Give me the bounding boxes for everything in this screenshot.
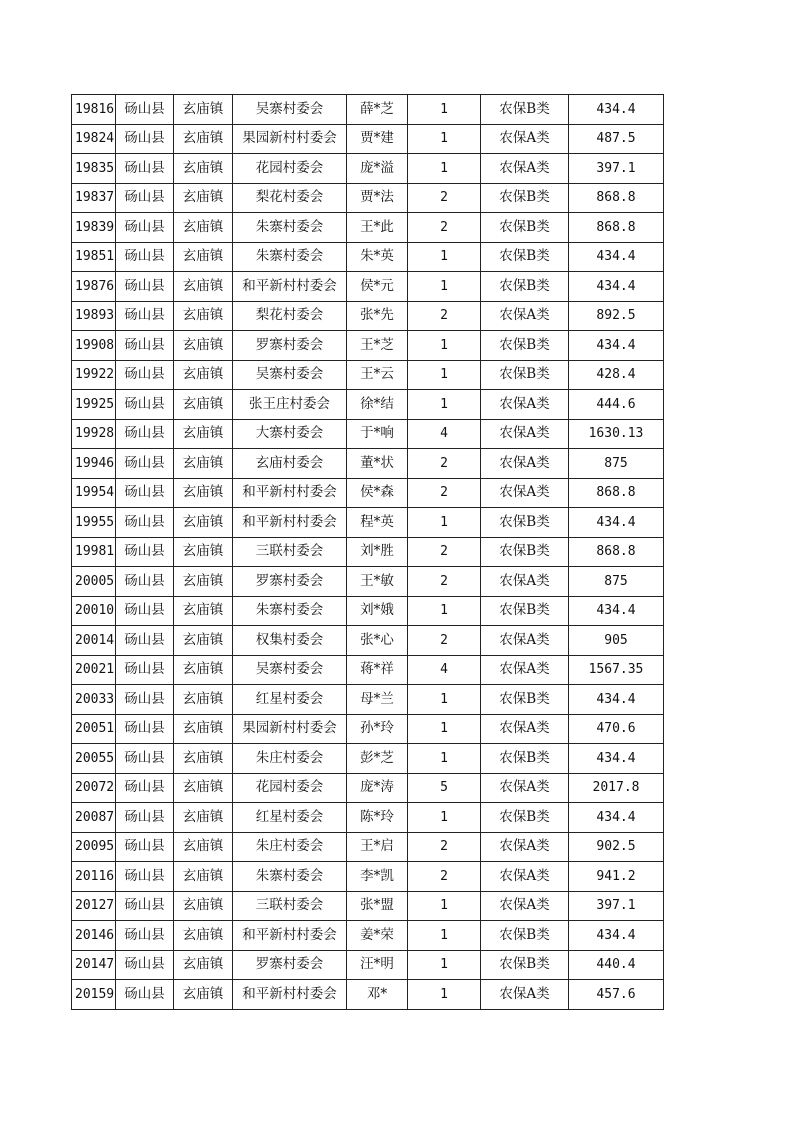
record-id-cell: 19946 [72,449,116,479]
record-id-cell: 20005 [72,567,116,597]
town-cell: 玄庙镇 [174,950,233,980]
insurance-type-cell: 农保A类 [481,124,569,154]
village-cell: 花园村委会 [233,154,347,184]
village-cell: 和平新村村委会 [233,272,347,302]
amount-cell: 434.4 [569,242,664,272]
amount-cell: 434.4 [569,95,664,125]
town-cell: 玄庙镇 [174,626,233,656]
amount-cell: 444.6 [569,390,664,420]
amount-cell: 434.4 [569,331,664,361]
amount-cell: 434.4 [569,272,664,302]
village-cell: 梨花村委会 [233,183,347,213]
table-row [72,154,664,184]
record-id-cell: 20095 [72,832,116,862]
record-id-cell: 19837 [72,183,116,213]
record-id-cell: 20072 [72,773,116,803]
table-row [72,980,664,1010]
record-id-cell: 20051 [72,714,116,744]
person-name-cell: 张*先 [347,301,408,331]
amount-cell: 434.4 [569,685,664,715]
record-id-cell: 20014 [72,626,116,656]
table-row [72,419,664,449]
household-count-cell: 1 [408,242,481,272]
county-cell: 砀山县 [116,685,174,715]
county-cell: 砀山县 [116,921,174,951]
county-cell: 砀山县 [116,419,174,449]
household-count-cell: 4 [408,655,481,685]
person-name-cell: 张*心 [347,626,408,656]
person-name-cell: 庞*涛 [347,773,408,803]
amount-cell: 875 [569,449,664,479]
person-name-cell: 邓* [347,980,408,1010]
household-count-cell: 1 [408,272,481,302]
table-row [72,449,664,479]
county-cell: 砀山县 [116,124,174,154]
amount-cell: 1567.35 [569,655,664,685]
insurance-type-cell: 农保B类 [481,213,569,243]
record-id-cell: 19893 [72,301,116,331]
village-cell: 吴寨村委会 [233,95,347,125]
person-name-cell: 王*芝 [347,331,408,361]
person-name-cell: 姜*荣 [347,921,408,951]
insurance-type-cell: 农保B类 [481,537,569,567]
village-cell: 大寨村委会 [233,419,347,449]
person-name-cell: 徐*结 [347,390,408,420]
county-cell: 砀山县 [116,832,174,862]
record-id-cell: 19954 [72,478,116,508]
household-count-cell: 2 [408,449,481,479]
county-cell: 砀山县 [116,183,174,213]
insurance-type-cell: 农保B类 [481,596,569,626]
insurance-type-cell: 农保A类 [481,714,569,744]
town-cell: 玄庙镇 [174,773,233,803]
household-count-cell: 2 [408,478,481,508]
household-count-cell: 2 [408,301,481,331]
table-row [72,655,664,685]
town-cell: 玄庙镇 [174,95,233,125]
table-row [72,596,664,626]
town-cell: 玄庙镇 [174,714,233,744]
insurance-type-cell: 农保B类 [481,360,569,390]
county-cell: 砀山县 [116,980,174,1010]
household-count-cell: 1 [408,950,481,980]
town-cell: 玄庙镇 [174,862,233,892]
record-id-cell: 19835 [72,154,116,184]
amount-cell: 1630.13 [569,419,664,449]
insurance-type-cell: 农保B类 [481,950,569,980]
amount-cell: 875 [569,567,664,597]
table-row [72,832,664,862]
table-row [72,213,664,243]
county-cell: 砀山县 [116,596,174,626]
person-name-cell: 王*敏 [347,567,408,597]
village-cell: 和平新村村委会 [233,508,347,538]
person-name-cell: 彭*芝 [347,744,408,774]
person-name-cell: 刘*胜 [347,537,408,567]
village-cell: 张王庄村委会 [233,390,347,420]
insurance-type-cell: 农保B类 [481,331,569,361]
county-cell: 砀山县 [116,626,174,656]
table-row [72,360,664,390]
town-cell: 玄庙镇 [174,567,233,597]
table-row [72,950,664,980]
amount-cell: 941.2 [569,862,664,892]
records-body [72,95,664,1010]
household-count-cell: 1 [408,714,481,744]
town-cell: 玄庙镇 [174,921,233,951]
insurance-type-cell: 农保A类 [481,390,569,420]
person-name-cell: 蒋*祥 [347,655,408,685]
county-cell: 砀山县 [116,301,174,331]
insurance-type-cell: 农保B类 [481,242,569,272]
village-cell: 和平新村村委会 [233,921,347,951]
household-count-cell: 1 [408,980,481,1010]
record-id-cell: 19925 [72,390,116,420]
person-name-cell: 薛*芝 [347,95,408,125]
town-cell: 玄庙镇 [174,478,233,508]
household-count-cell: 1 [408,921,481,951]
town-cell: 玄庙镇 [174,803,233,833]
county-cell: 砀山县 [116,272,174,302]
village-cell: 权集村委会 [233,626,347,656]
amount-cell: 397.1 [569,891,664,921]
amount-cell: 434.4 [569,508,664,538]
county-cell: 砀山县 [116,891,174,921]
household-count-cell: 1 [408,390,481,420]
record-id-cell: 20010 [72,596,116,626]
insurance-type-cell: 农保A类 [481,478,569,508]
table-row [72,390,664,420]
county-cell: 砀山县 [116,154,174,184]
insurance-type-cell: 农保B类 [481,744,569,774]
county-cell: 砀山县 [116,714,174,744]
amount-cell: 868.8 [569,183,664,213]
record-id-cell: 19824 [72,124,116,154]
county-cell: 砀山县 [116,862,174,892]
town-cell: 玄庙镇 [174,419,233,449]
record-id-cell: 20127 [72,891,116,921]
village-cell: 果园新村村委会 [233,714,347,744]
town-cell: 玄庙镇 [174,508,233,538]
amount-cell: 902.5 [569,832,664,862]
person-name-cell: 汪*明 [347,950,408,980]
amount-cell: 434.4 [569,803,664,833]
person-name-cell: 刘*娥 [347,596,408,626]
county-cell: 砀山县 [116,242,174,272]
county-cell: 砀山县 [116,655,174,685]
insurance-type-cell: 农保A类 [481,980,569,1010]
town-cell: 玄庙镇 [174,596,233,626]
table-row [72,508,664,538]
county-cell: 砀山县 [116,744,174,774]
insurance-type-cell: 农保A类 [481,862,569,892]
town-cell: 玄庙镇 [174,685,233,715]
insurance-type-cell: 农保A类 [481,154,569,184]
household-count-cell: 2 [408,537,481,567]
village-cell: 果园新村村委会 [233,124,347,154]
county-cell: 砀山县 [116,537,174,567]
table-row [72,183,664,213]
amount-cell: 434.4 [569,744,664,774]
record-id-cell: 20159 [72,980,116,1010]
person-name-cell: 张*盟 [347,891,408,921]
household-count-cell: 1 [408,891,481,921]
village-cell: 朱寨村委会 [233,862,347,892]
county-cell: 砀山县 [116,213,174,243]
village-cell: 罗寨村委会 [233,567,347,597]
insurance-type-cell: 农保A类 [481,655,569,685]
insurance-type-cell: 农保B类 [481,183,569,213]
village-cell: 梨花村委会 [233,301,347,331]
household-count-cell: 1 [408,596,481,626]
household-count-cell: 2 [408,213,481,243]
records-table [71,94,664,1010]
table-row [72,921,664,951]
household-count-cell: 1 [408,124,481,154]
person-name-cell: 董*状 [347,449,408,479]
record-id-cell: 19839 [72,213,116,243]
amount-cell: 457.6 [569,980,664,1010]
amount-cell: 440.4 [569,950,664,980]
town-cell: 玄庙镇 [174,537,233,567]
table-row [72,272,664,302]
insurance-type-cell: 农保A类 [481,891,569,921]
village-cell: 朱寨村委会 [233,242,347,272]
town-cell: 玄庙镇 [174,124,233,154]
person-name-cell: 王*云 [347,360,408,390]
village-cell: 红星村委会 [233,685,347,715]
household-count-cell: 2 [408,183,481,213]
table-row [72,803,664,833]
insurance-type-cell: 农保B类 [481,685,569,715]
county-cell: 砀山县 [116,449,174,479]
table-row [72,773,664,803]
household-count-cell: 5 [408,773,481,803]
person-name-cell: 母*兰 [347,685,408,715]
county-cell: 砀山县 [116,950,174,980]
village-cell: 朱庄村委会 [233,832,347,862]
town-cell: 玄庙镇 [174,242,233,272]
person-name-cell: 王*启 [347,832,408,862]
household-count-cell: 1 [408,508,481,538]
insurance-type-cell: 农保A类 [481,626,569,656]
village-cell: 朱寨村委会 [233,213,347,243]
village-cell: 朱寨村委会 [233,596,347,626]
county-cell: 砀山县 [116,567,174,597]
person-name-cell: 贾*建 [347,124,408,154]
record-id-cell: 19928 [72,419,116,449]
record-id-cell: 20147 [72,950,116,980]
village-cell: 红星村委会 [233,803,347,833]
person-name-cell: 侯*元 [347,272,408,302]
household-count-cell: 1 [408,360,481,390]
household-count-cell: 1 [408,95,481,125]
household-count-cell: 2 [408,862,481,892]
county-cell: 砀山县 [116,390,174,420]
household-count-cell: 2 [408,567,481,597]
village-cell: 三联村委会 [233,891,347,921]
record-id-cell: 19816 [72,95,116,125]
county-cell: 砀山县 [116,360,174,390]
record-id-cell: 19851 [72,242,116,272]
person-name-cell: 侯*森 [347,478,408,508]
record-id-cell: 19955 [72,508,116,538]
insurance-type-cell: 农保A类 [481,449,569,479]
village-cell: 吴寨村委会 [233,655,347,685]
person-name-cell: 朱*英 [347,242,408,272]
household-count-cell: 2 [408,626,481,656]
amount-cell: 470.6 [569,714,664,744]
table-row [72,124,664,154]
village-cell: 罗寨村委会 [233,950,347,980]
person-name-cell: 庞*溢 [347,154,408,184]
record-id-cell: 19922 [72,360,116,390]
record-id-cell: 19908 [72,331,116,361]
amount-cell: 868.8 [569,478,664,508]
county-cell: 砀山县 [116,478,174,508]
amount-cell: 2017.8 [569,773,664,803]
village-cell: 玄庙村委会 [233,449,347,479]
household-count-cell: 1 [408,744,481,774]
amount-cell: 397.1 [569,154,664,184]
town-cell: 玄庙镇 [174,213,233,243]
amount-cell: 868.8 [569,213,664,243]
town-cell: 玄庙镇 [174,891,233,921]
person-name-cell: 李*凯 [347,862,408,892]
insurance-type-cell: 农保B类 [481,95,569,125]
person-name-cell: 于*响 [347,419,408,449]
table-row [72,537,664,567]
village-cell: 和平新村村委会 [233,980,347,1010]
record-id-cell: 20116 [72,862,116,892]
town-cell: 玄庙镇 [174,390,233,420]
table-row [72,478,664,508]
table-row [72,685,664,715]
person-name-cell: 孙*玲 [347,714,408,744]
county-cell: 砀山县 [116,508,174,538]
county-cell: 砀山县 [116,803,174,833]
record-id-cell: 20146 [72,921,116,951]
table-row [72,301,664,331]
record-id-cell: 20033 [72,685,116,715]
town-cell: 玄庙镇 [174,272,233,302]
insurance-type-cell: 农保A类 [481,832,569,862]
household-count-cell: 1 [408,685,481,715]
amount-cell: 428.4 [569,360,664,390]
household-count-cell: 4 [408,419,481,449]
village-cell: 朱庄村委会 [233,744,347,774]
table-row [72,862,664,892]
record-id-cell: 20087 [72,803,116,833]
table-row [72,242,664,272]
town-cell: 玄庙镇 [174,655,233,685]
town-cell: 玄庙镇 [174,183,233,213]
table-row [72,714,664,744]
insurance-type-cell: 农保B类 [481,272,569,302]
amount-cell: 434.4 [569,921,664,951]
town-cell: 玄庙镇 [174,744,233,774]
insurance-type-cell: 农保B类 [481,921,569,951]
table-row [72,567,664,597]
table-row [72,626,664,656]
table-row [72,891,664,921]
insurance-type-cell: 农保B类 [481,803,569,833]
town-cell: 玄庙镇 [174,449,233,479]
insurance-type-cell: 农保B类 [481,508,569,538]
town-cell: 玄庙镇 [174,360,233,390]
amount-cell: 905 [569,626,664,656]
town-cell: 玄庙镇 [174,301,233,331]
town-cell: 玄庙镇 [174,154,233,184]
county-cell: 砀山县 [116,95,174,125]
village-cell: 罗寨村委会 [233,331,347,361]
town-cell: 玄庙镇 [174,832,233,862]
village-cell: 和平新村村委会 [233,478,347,508]
town-cell: 玄庙镇 [174,980,233,1010]
village-cell: 三联村委会 [233,537,347,567]
person-name-cell: 贾*法 [347,183,408,213]
county-cell: 砀山县 [116,773,174,803]
amount-cell: 892.5 [569,301,664,331]
amount-cell: 434.4 [569,596,664,626]
household-count-cell: 1 [408,154,481,184]
record-id-cell: 20055 [72,744,116,774]
person-name-cell: 程*英 [347,508,408,538]
household-count-cell: 2 [408,832,481,862]
household-count-cell: 1 [408,331,481,361]
person-name-cell: 陈*玲 [347,803,408,833]
town-cell: 玄庙镇 [174,331,233,361]
insurance-type-cell: 农保A类 [481,567,569,597]
record-id-cell: 20021 [72,655,116,685]
insurance-type-cell: 农保A类 [481,419,569,449]
person-name-cell: 王*此 [347,213,408,243]
insurance-type-cell: 农保A类 [481,301,569,331]
amount-cell: 868.8 [569,537,664,567]
county-cell: 砀山县 [116,331,174,361]
amount-cell: 487.5 [569,124,664,154]
record-id-cell: 19981 [72,537,116,567]
table-row [72,744,664,774]
village-cell: 吴寨村委会 [233,360,347,390]
insurance-type-cell: 农保A类 [481,773,569,803]
village-cell: 花园村委会 [233,773,347,803]
record-id-cell: 19876 [72,272,116,302]
household-count-cell: 1 [408,803,481,833]
table-row [72,95,664,125]
table-row [72,331,664,361]
